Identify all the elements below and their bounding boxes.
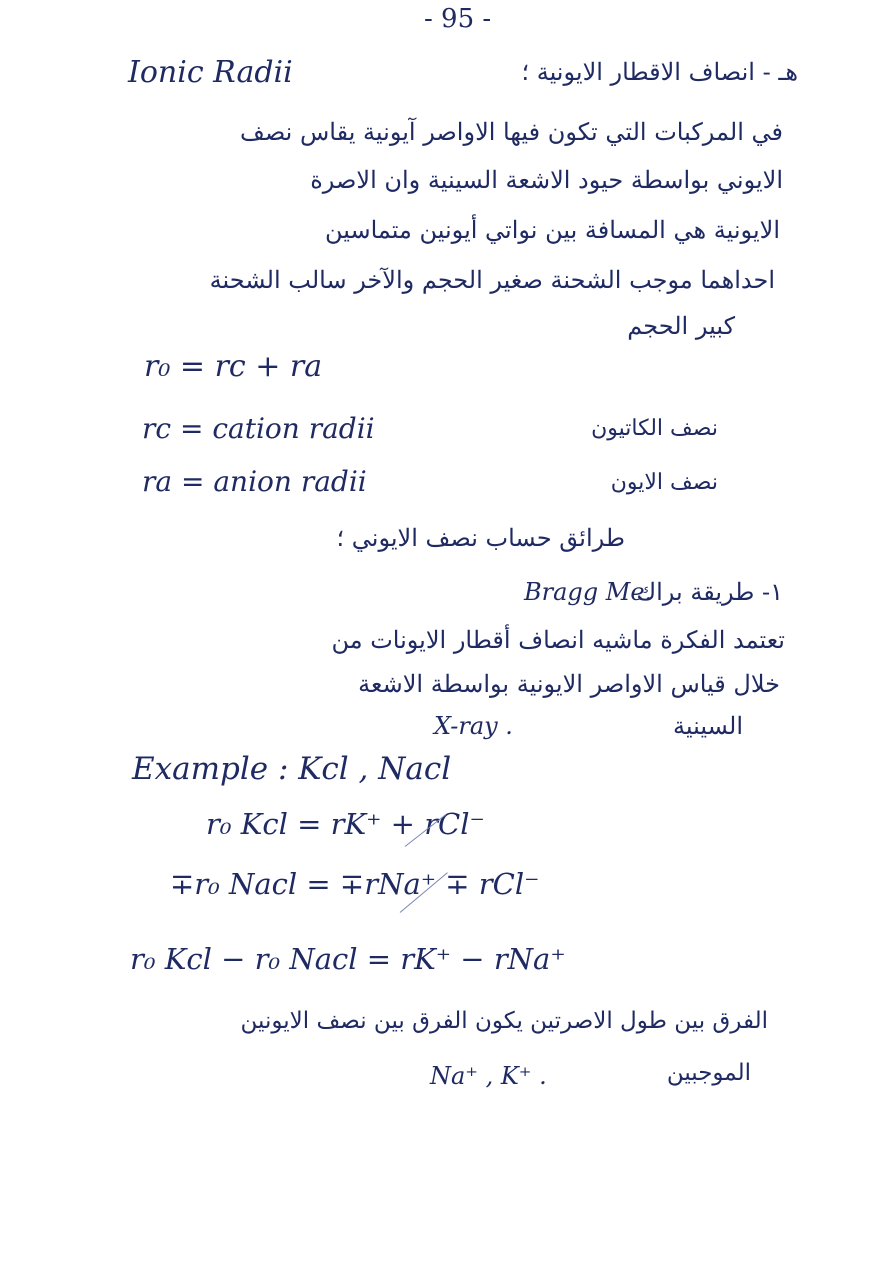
conclusion-ions: Na⁺ , K⁺ . xyxy=(430,1062,547,1090)
page-number: - 95 - xyxy=(424,4,492,34)
paragraph-line-1: تعتمد الفكرة ماشيه انصاف أقطار الايونات من xyxy=(331,626,785,654)
conclusion-line-2: الموجبين xyxy=(666,1060,751,1086)
intro-line-2: الايوني بواسطة حيود الاشعة السينية وان الاصرة xyxy=(310,166,783,194)
intro-line-4: احداهما موجب الشحنة صغير الحجم والآخر سالب الشحنة xyxy=(209,266,775,294)
intro-line-5: كبير الحجم xyxy=(627,312,735,340)
equation-r0: r₀ = rc + ra xyxy=(144,349,323,384)
intro-line-1: في المركبات التي تكون فيها الاواصر آيونية يقاس نصف xyxy=(240,118,783,146)
method1-english: Bragg Me. xyxy=(524,578,653,606)
methods-title: طرائق حساب نصف الايوني ؛ xyxy=(336,524,625,552)
paragraph-line-3: السينية xyxy=(673,712,743,740)
definition-rc-english: rc = cation radii xyxy=(142,412,375,445)
paragraph-line-2: خلال قياس الاواصر الايونية بواسطة الاشعة xyxy=(358,670,780,698)
heading-arabic: هـ - انصاف الاقطار الايونية ؛ xyxy=(521,58,798,86)
example-label: Example : Kcl , Nacl xyxy=(132,751,452,787)
equation-nacl: ∓r₀ Nacl = ∓rNa⁺ ∓ rCl⁻ xyxy=(170,867,540,901)
heading-english: Ionic Radii xyxy=(128,55,293,90)
definition-rc-arabic: نصف الكاتيون xyxy=(591,416,718,441)
conclusion-line-1: الفرق بين طول الاصرتين يكون الفرق بين نصف الايونين xyxy=(240,1008,768,1034)
equation-kcl: r₀ Kcl = rK⁺ + rCl⁻ xyxy=(206,807,485,841)
method1-arabic: ١- طريقة براك xyxy=(636,578,783,606)
definition-ra-arabic: نصف الايون xyxy=(610,470,718,495)
paragraph-xray: X-ray . xyxy=(434,712,513,740)
equation-difference: r₀ Kcl − r₀ Nacl = rK⁺ − rNa⁺ xyxy=(130,942,566,976)
intro-line-3: الايونية هي المسافة بين نواتي أيونين متماسين xyxy=(324,216,780,244)
definition-ra-english: ra = anion radii xyxy=(142,465,367,498)
